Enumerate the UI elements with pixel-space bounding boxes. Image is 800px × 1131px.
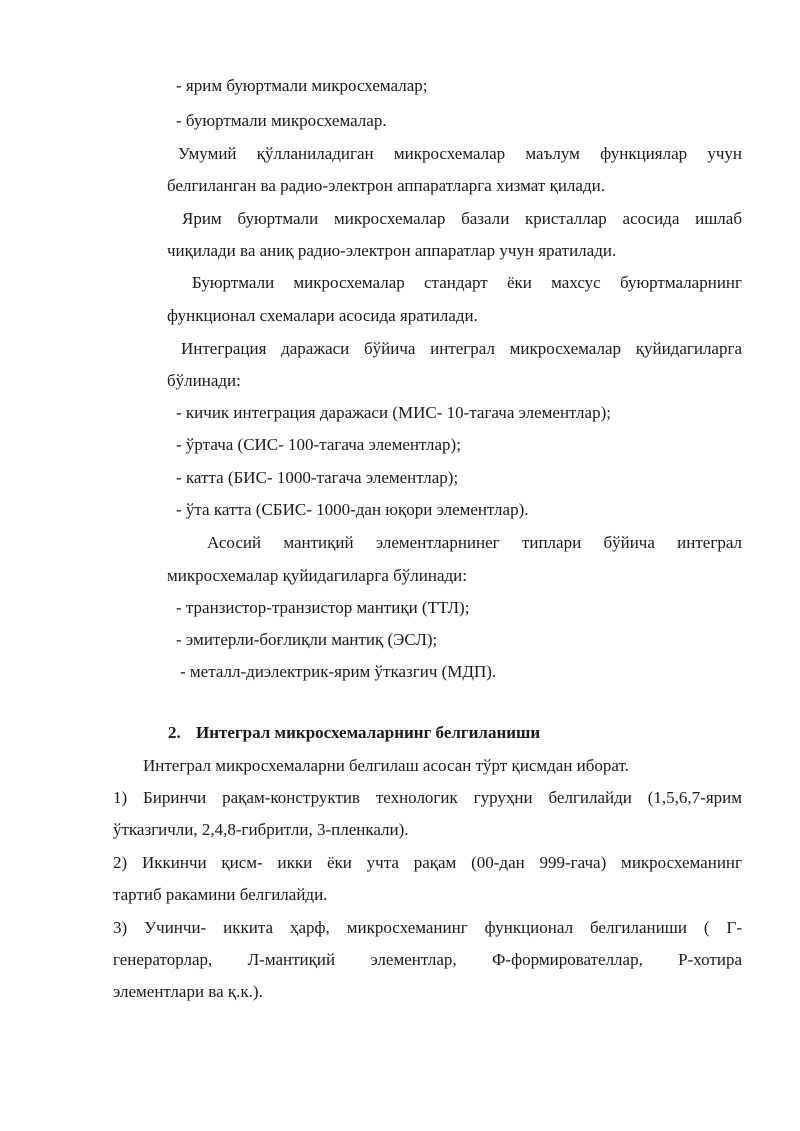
numbered-item-line: 2) Иккинчи қисм- икки ёки учта рақам (00-дан 999-гача) микросхеманинг	[113, 853, 742, 872]
numbered-item-line: элементлари ва қ.к.).	[113, 982, 263, 1001]
list-item: - ўртача (СИС- 100-тагача элементлар);	[176, 435, 461, 454]
paragraph-integration-line: бўлинади:	[167, 371, 241, 390]
numbered-item-line: ўтказгичли, 2,4,8-гибритли, 3-пленкали).	[113, 820, 409, 839]
numbered-item-line: 1) Биринчи рақам-конструктив технологик гуруҳни белгилайди (1,5,6,7-ярим	[113, 788, 742, 807]
list-item: - кичик интеграция даражаси (МИС- 10-тагача элементлар);	[176, 403, 611, 422]
list-item: - эмитерли-боғлиқли мантиқ (ЭСЛ);	[176, 630, 438, 649]
section-title: Интеграл микросхемаларнинг белгиланиши	[196, 723, 541, 742]
paragraph-custom-line: функционал схемалари асосида яратилади.	[167, 306, 478, 325]
paragraph-semi-custom-line: чиқилади ва аниқ радио-электрон аппаратлар учун яратилади.	[167, 241, 617, 260]
section-number: 2.	[168, 723, 181, 742]
paragraph-general-line: Умумий қўлланиладиган микросхемалар маълум функциялар учун	[178, 144, 742, 163]
numbered-item-line: тартиб ракамини белгилайди.	[113, 885, 328, 904]
list-item: - ўта катта (СБИС- 1000-дан юқори элементлар).	[176, 500, 529, 519]
numbered-item-line: 3) Учинчи- иккита ҳарф, микросхеманинг функционал белгиланиши ( Г-	[113, 918, 742, 937]
section-intro: Интеграл микросхемаларни белгилаш асосан тўрт қисмдан иборат.	[143, 756, 629, 775]
section-heading	[168, 722, 540, 744]
paragraph-logic-line: Асосий мантиқий элементларнинег типлари бўйича интеграл	[207, 533, 742, 552]
paragraph-integration-line: Интеграция даражаси бўйича интеграл микросхемалар қуйидагиларга	[181, 339, 742, 358]
paragraph-general-line: белгиланган ва радио-электрон аппаратларга хизмат қилади.	[167, 176, 605, 195]
list-item-semi-custom: - ярим буюртмали микросхемалар;	[176, 76, 428, 95]
paragraph-logic-line: микросхемалар қуйидагиларга бўлинади:	[167, 566, 467, 585]
list-item: - катта (БИС- 1000-тагача элементлар);	[176, 468, 459, 487]
paragraph-semi-custom-line: Ярим буюртмали микросхемалар базали кристаллар асосида ишлаб	[182, 209, 742, 228]
numbered-item-line: генераторлар, Л-мантиқий элементлар, Ф-формирователлар, Р-хотира	[113, 950, 742, 969]
list-item-custom: - буюртмали микросхемалар.	[176, 111, 387, 130]
list-item: - металл-диэлектрик-ярим ўтказгич (МДП).	[180, 662, 497, 681]
paragraph-custom-line: Буюртмали микросхемалар стандарт ёки махсус буюртмаларнинг	[192, 273, 742, 292]
list-item: - транзистор-транзистор мантиқи (ТТЛ);	[176, 598, 470, 617]
